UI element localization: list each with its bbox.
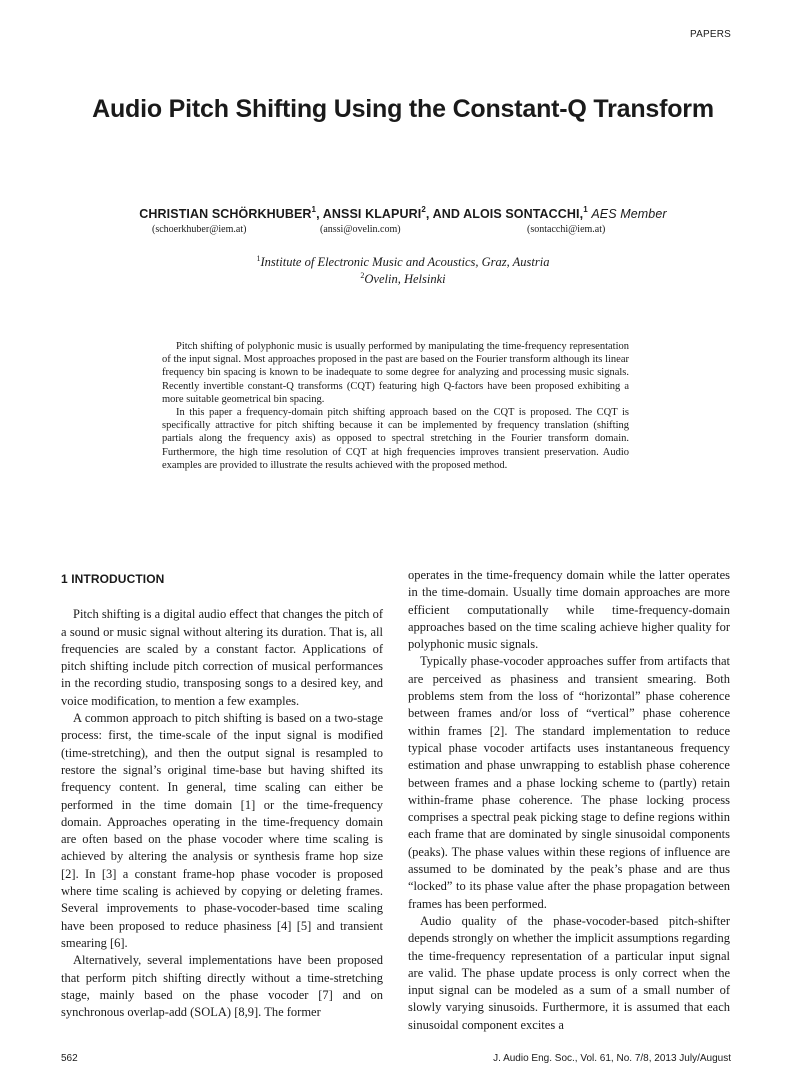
affiliation — [0, 254, 806, 270]
body-column-left — [61, 567, 383, 1021]
author-email: (anssi@ovelin.com) — [320, 224, 401, 235]
author-name: ANSSI KLAPURI — [322, 207, 422, 222]
author-separator: , — [316, 207, 323, 222]
abstract-paragraph: Pitch shifting of polyphonic music is usually performed by manipulating the time-frequency representation of the input signal. Most approaches proposed in the past are based on the Fourier transform although its linear frequency bin spacing is known to be inadequate to some degree for analyzing and processing music signals. Recently invertible constant-Q transforms (CQT) featuring high Q-factors have been proposed exhibiting a more suitable geometrical bin spacing. — [162, 341, 629, 405]
body-paragraph: Typically phase-vocoder approaches suffer from artifacts that are perceived as phasiness and transient smearing. Both problems stem from the loss of “horizontal” phase coherence between frames and/or loss of “vertical” phase coherence within frames [2]. The standard implementation to reduce typical phase vocoder artifacts uses instantaneous frequency estimation and phase unwrapping to establish phase coherence between frames and a phase locking scheme to (partly) retain within-frame phase coherence. The phase locking process comprises a spectral peak picking stage to define regions within each frame that are dominated by single sinusoidal components (peaks). The phase values within these regions of influence are assumed to be dominated by the peak’s phase and are thus “locked” to its phase value after the phase propagation between frames has been performed. — [408, 654, 730, 911]
author-separator: , AND — [425, 207, 464, 222]
body-paragraph: A common approach to pitch shifting is based on a two-stage process: first, the time-scale of the input signal is modified (time-stretching), and then the output signal is resampled to restore the signal’s original time-base but having shifted its frequency content. In general, time scaling can either be performed in the time domain [1] or the time-frequency domain. Approaches operating in the time-frequency domain are often based on the phase vocoder where time scaling is achieved by altering the analysis or synthesis frame hop size [2]. In [3] a constant frame-hop phase vocoder is proposed where time scaling is achieved by copying or deleting frames. Several improvements to phase-vocoder-based time scaling have been proposed to reduce phasiness [4] [5] and transient smearing [6]. — [61, 711, 383, 950]
affiliation-sup: 2 — [360, 271, 365, 280]
journal-reference: J. Audio Eng. Soc., Vol. 61, No. 7/8, 2013 July/August — [493, 1053, 731, 1064]
body-paragraph: Pitch shifting is a digital audio effect that changes the pitch of a sound or music signal without altering its duration. That is, all frequencies are scaled by a constant factor. Applications of pitch shifting include pitch correction of musical performances in the recording studio, transposing songs to a desired key, and voice modification, to mention a few examples. — [61, 607, 383, 708]
author-affil-sup: 2 — [421, 205, 426, 214]
abstract — [162, 340, 629, 472]
author-email: (sontacchi@iem.at) — [527, 224, 606, 235]
body-paragraph: operates in the time-frequency domain while the latter operates in the time-domain. Usually time domain approaches are more efficient computationally while time-frequency-domain approaches based on the time scaling achieve higher quality for polyphonic music signals. — [408, 568, 730, 652]
affiliation-sup: 1 — [256, 254, 261, 263]
author-email: (schoerkhuber@iem.at) — [152, 224, 247, 235]
page-number: 562 — [61, 1053, 78, 1064]
author-name: CHRISTIAN SCHÖRKHUBER — [139, 207, 312, 222]
author-name: ALOIS SONTACCHI, — [463, 207, 584, 222]
abstract-paragraph: In this paper a frequency-domain pitch shifting approach based on the CQT is proposed. The CQT is specifically attractive for pitch shifting because it can be implemented by frequency translation (shifting partials along the frequency axis) as opposed to spectral stretching in the Fourier transform domain. Furthermore, the high time resolution of CQT at high frequencies improves transient preservation. Audio examples are provided to illustrate the results achieved with the proposed method. — [162, 407, 629, 471]
affiliation-text: Institute of Electronic Music and Acoustics, Graz, Austria — [260, 255, 550, 270]
paper-title: Audio Pitch Shifting Using the Constant-Q Transform — [92, 95, 714, 123]
body-paragraph: Alternatively, several implementations have been proposed that perform pitch shifting directly without a time-stretching stage, mainly based on the phase vocoder [7] and on synchronous overlap-add (SOLA) [8,9]. The former — [61, 953, 383, 1020]
affiliation — [0, 271, 806, 287]
running-header: PAPERS — [689, 29, 731, 40]
body-paragraph: Audio quality of the phase-vocoder-based pitch-shifter depends strongly on whether the implicit assumptions regarding the time-frequency representation of a particular input signal are valid. The phase update process is only correct when the input signal can be modeled as a sum of a small number of slowly varying sinusoids. Furthermore, it is assumed that each sinusoidal component excites a — [408, 913, 730, 1032]
aes-member-label: AES Member — [591, 207, 667, 222]
author-affil-sup: 1 — [311, 205, 317, 214]
section-heading: 1 INTRODUCTION — [61, 572, 165, 586]
author-affil-sup: 1 — [583, 205, 588, 214]
affiliation-text: Ovelin, Helsinki — [364, 272, 446, 287]
author-line — [0, 206, 806, 221]
body-column-right — [408, 567, 730, 1034]
